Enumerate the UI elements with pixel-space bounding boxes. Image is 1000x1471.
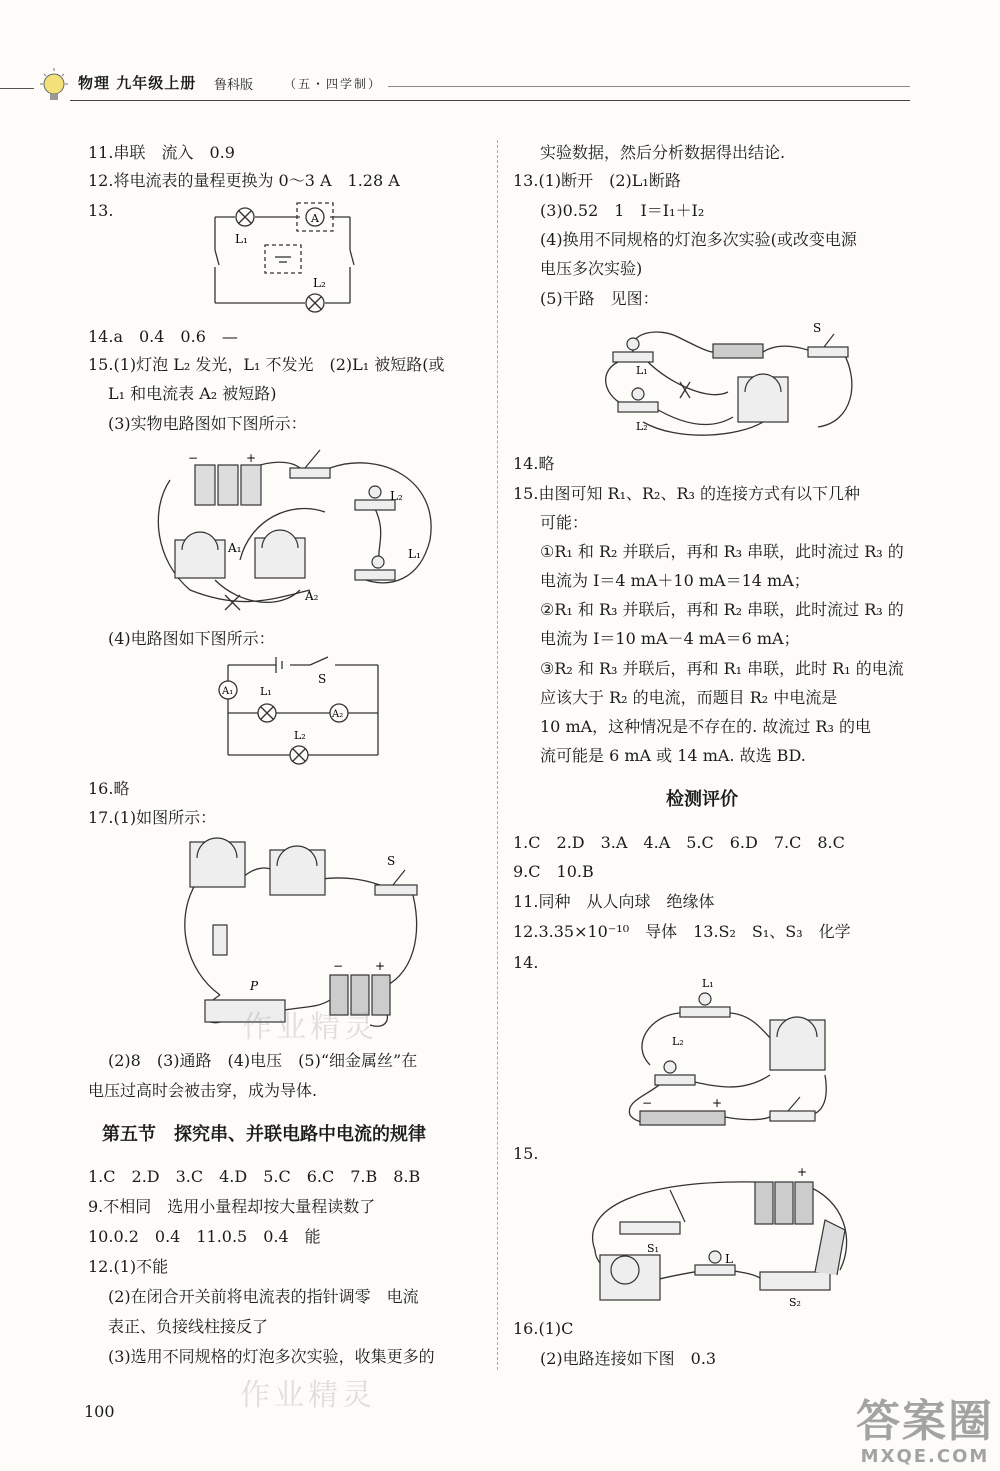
section-title: 第五节 探究串、并联电路中电流的规律 — [102, 1124, 426, 1145]
physical-circuit-e15 — [575, 1160, 855, 1320]
label-L2-r13: L₂ — [636, 420, 648, 433]
label-L1-e14: L₁ — [702, 977, 714, 990]
label-L1: L₁ — [235, 232, 248, 246]
physical-circuit-15 — [150, 440, 440, 615]
section-answers-1-8: 1.C 2.D 3.C 4.D 5.C 6.C 7.B 8.B — [88, 1167, 421, 1186]
answer-11: 11.串联 流入 0.9 — [88, 143, 235, 162]
page-header — [0, 62, 1000, 112]
label-minus-17: − — [333, 959, 344, 973]
right-13-line2: (3)0.52 1 I＝I₁＋I₂ — [540, 201, 705, 220]
answer-15-line3: (3)实物电路图如下图所示： — [108, 414, 307, 433]
watermark-bottom: 作业精灵 — [240, 1378, 376, 1413]
label-plus-17: + — [375, 959, 386, 973]
column-divider — [497, 140, 498, 1370]
section-answer-12-line3: 表正、负接线柱接反了 — [108, 1317, 269, 1336]
answer-14: 14.a 0.4 0.6 — — [88, 327, 238, 346]
label-S-r13: S — [813, 321, 822, 335]
label-A: A — [311, 212, 319, 225]
label-S2-e15: S₂ — [789, 1296, 801, 1309]
answer-13: 13. — [88, 201, 114, 220]
answer-17-line3: 电压过高时会被击穿，成为导体. — [88, 1081, 318, 1100]
section-answer-9: 9.不相同 选用小量程却按大量程读数了 — [88, 1197, 376, 1216]
right-15-line5: ②R₁ 和 R₃ 并联后，再和 R₂ 串联，此时流过 R₃ 的 — [540, 600, 904, 619]
right-15-line4: 电流为 I＝4 mA＋10 mA＝14 mA； — [540, 571, 810, 590]
evaluation-title: 检测评价 — [666, 789, 738, 810]
label-L1-r13: L₁ — [636, 364, 648, 377]
answer-15-line1: 15.(1)灯泡 L₂ 发光，L₁ 不发光 (2)L₁ 被短路(或 — [88, 355, 445, 374]
corner-logo-text: 答案圈 — [856, 1396, 994, 1447]
answer-17-line1: 17.(1)如图所示： — [88, 808, 217, 827]
right-15-line3: ①R₁ 和 R₂ 并联后，再和 R₃ 串联，此时流过 R₃ 的 — [540, 542, 904, 561]
corner-logo — [856, 1398, 994, 1467]
header-rule-main — [70, 100, 910, 101]
right-15-line8: 应该大于 R₂ 的电流，而题目 R₂ 中电流是 — [540, 688, 838, 707]
label-S-schematic: S — [318, 672, 327, 686]
right-15-line10: 流可能是 6 mA 或 14 mA. 故选 BD. — [540, 746, 806, 765]
eval-answer-16-line2: (2)电路连接如下图 0.3 — [540, 1349, 717, 1368]
label-minus-15: − — [188, 451, 199, 465]
right-line-0: 实验数据，然后分析数据得出结论. — [540, 143, 786, 162]
label-plus-15: + — [246, 451, 257, 465]
schematic-15 — [210, 655, 390, 770]
right-15-line9: 10 mA，这种情况是不存在的. 故流过 R₃ 的电 — [540, 717, 871, 736]
label-A2: A₂ — [305, 589, 319, 603]
right-13-line3: (4)换用不同规格的灯泡多次实验(或改变电源 — [540, 230, 857, 249]
label-A1-schematic: A₁ — [222, 686, 234, 697]
eval-answers-9-10: 9.C 10.B — [513, 862, 594, 881]
header-edition: 鲁科版 — [214, 78, 254, 93]
right-15-line1: 15.由图可知 R₁、R₂、R₃ 的连接方式有以下几种 — [513, 484, 861, 503]
label-A1: A₁ — [228, 541, 242, 555]
right-14: 14.略 — [513, 454, 555, 473]
right-13-line1: 13.(1)断开 (2)L₁断路 — [513, 171, 681, 190]
answer-17-line2: (2)8 (3)通路 (4)电压 (5)“细金属丝”在 — [108, 1051, 418, 1070]
right-13-line5: (5)干路 见图： — [540, 289, 659, 308]
page-number: 100 — [84, 1402, 115, 1421]
circuit-diagram-13 — [205, 195, 365, 315]
eval-answer-14: 14. — [513, 953, 539, 972]
physical-circuit-r13 — [598, 312, 858, 442]
corner-logo-url: MXQE.COM — [860, 1446, 990, 1467]
label-P-17: P — [250, 979, 259, 993]
label-S1-e15: S₁ — [647, 1242, 659, 1255]
right-15-line6: 电流为 I＝10 mA－4 mA＝6 mA； — [540, 629, 800, 648]
eval-answer-15: 15. — [513, 1144, 539, 1163]
eval-answer-11: 11.同种 从人向球 绝缘体 — [513, 892, 715, 911]
right-15-line7: ③R₂ 和 R₃ 并联后，再和 R₁ 串联，此时 R₁ 的电流 — [540, 659, 904, 678]
header-title: 物理 九年级上册 — [78, 74, 197, 92]
label-plus-e15: + — [797, 1165, 808, 1179]
eval-answers-12-13: 12.3.35×10⁻¹⁰ 导体 13.S₂ S₁、S₃ 化学 — [513, 922, 851, 941]
label-minus-e14: − — [642, 1096, 653, 1110]
label-S-17: S — [387, 854, 396, 868]
label-plus-e14: + — [712, 1096, 723, 1110]
physical-circuit-e14 — [620, 975, 830, 1135]
label-L2: L₂ — [313, 276, 326, 290]
section-answer-12-line1: 12.(1)不能 — [88, 1257, 169, 1276]
answer-15-line4: (4)电路图如下图所示： — [108, 629, 275, 648]
answer-16: 16.略 — [88, 779, 130, 798]
label-L2-15: L₂ — [390, 489, 403, 503]
label-A2-schematic: A₂ — [332, 709, 344, 720]
label-L1-schematic: L₁ — [260, 685, 272, 698]
header-rule-left — [0, 88, 34, 89]
label-L2-schematic: L₂ — [294, 729, 306, 742]
label-L2-e14: L₂ — [672, 1035, 684, 1048]
answer-15-line2: L₁ 和电流表 A₂ 被短路) — [108, 384, 277, 403]
watermark-middle: 作业精灵 — [242, 1010, 378, 1045]
section-answer-12-line2: (2)在闭合开关前将电流表的指针调零 电流 — [108, 1287, 419, 1306]
section-answer-12-line4: (3)选用不同规格的灯泡多次实验，收集更多的 — [108, 1347, 435, 1366]
header-system: （五・四学制） — [284, 77, 383, 91]
section-answers-10-11: 10.0.2 0.4 11.0.5 0.4 能 — [88, 1227, 321, 1246]
right-15-line2: 可能： — [540, 513, 589, 532]
eval-answers-1-8: 1.C 2.D 3.A 4.A 5.C 6.D 7.C 8.C — [513, 833, 845, 852]
eval-answer-16-line1: 16.(1)C — [513, 1319, 574, 1338]
label-L-e15: L — [725, 1252, 733, 1266]
lightbulb-icon — [36, 66, 72, 106]
label-L1-15: L₁ — [408, 547, 421, 561]
right-13-line4: 电压多次实验) — [540, 259, 643, 278]
answer-12: 12.将电流表的量程更换为 0～3 A 1.28 A — [88, 171, 400, 190]
header-rule-right — [388, 86, 910, 87]
